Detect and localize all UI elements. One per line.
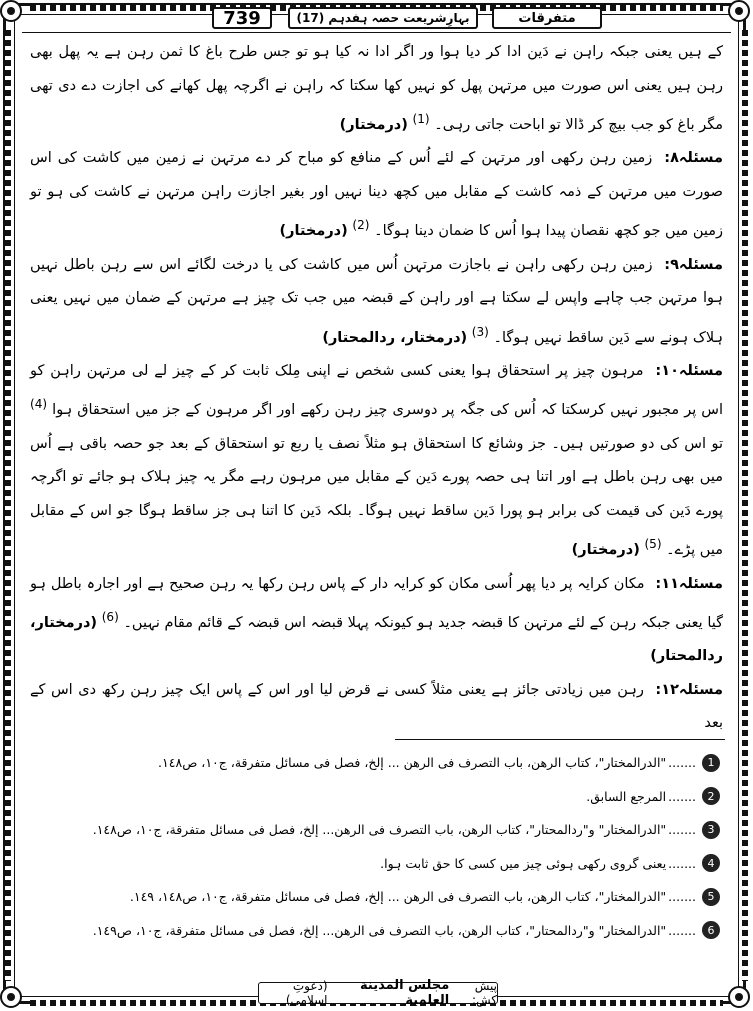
footer-prefix: پیش کش: xyxy=(471,979,497,1007)
paragraph xyxy=(30,568,723,674)
footnote-number: 6 xyxy=(702,921,720,939)
footnote-text: یعنی گروی رکھی ہوئی چیز میں کسی کا حق ثابت ہوا. xyxy=(380,855,667,871)
paragraph xyxy=(30,355,723,568)
masala-heading: مسئلہ۹: xyxy=(664,256,723,273)
chapter-title: متفرقات xyxy=(492,7,602,29)
paragraph-text: کے ہیں یعنی جبکہ راہن نے دَین ادا کر دیا ہوا ور اگر ادا نہ کیا ہو تو جس طرح باغ کا ثمن رہن ہے یہ پھل بھی رہن ہیں یعنی اس صورت میں مرتہن پھل کو نہیں کھا سکتا کہ راہن نے اگرچہ پھل کھانے کی اجازت دے دی تھی مگر باغ کو جب بیچ کر ڈالا تو اباحت جاتی رہی۔ xyxy=(30,44,723,133)
footnote-ref[interactable]: (1) xyxy=(412,112,430,126)
footnote-ref[interactable]: (4) xyxy=(30,397,48,412)
main-text xyxy=(30,32,723,741)
masala-heading: مسئلہ۸: xyxy=(664,150,723,167)
footnotes xyxy=(30,746,720,947)
footnote-text: المرجع السابق. xyxy=(586,788,667,804)
citation: (درمختار) xyxy=(279,223,348,240)
book-title: بہارِشریعت حصہ ہفدہم (17) xyxy=(288,7,478,29)
page-number: 739 xyxy=(212,7,272,29)
corner-ornament xyxy=(0,0,22,22)
corner-ornament xyxy=(728,986,750,1008)
paragraph-text: مکان کرایہ پر دیا پھر اُسی مکان کو کرایہ دار کے پاس رہن رکھا یہ رہن صحیح ہے اور اجارہ باطل ہو گیا یعنی جبکہ رہن کے لئے مرتہن کا قبضہ جدید ہو کیونکہ پہلا قبضہ اس قبضہ کے قائم مقام نہیں۔ xyxy=(30,575,724,631)
footnote-item: 6 ....... "الدرالمختار" و"ردالمحتار"، کتاب الرھن، باب التصرف فی الرھن... إلخ، فصل فی مسائل متفرقة، ج۱۰، ص۱٤۹. xyxy=(30,914,720,948)
citation: (درمختار، ردالمحتار) xyxy=(30,614,723,665)
citation: (درمختار) xyxy=(339,116,408,133)
footnote-ref[interactable]: (5) xyxy=(644,537,662,552)
page-footer xyxy=(258,978,498,1008)
footnote-item: 2 ....... المرجع السابق. xyxy=(30,780,720,814)
paragraph-text: زمین رہن رکھی اور مرتہن کے لئے اُس کے منافع کو مباح کر دے مرتہن نے زمین میں کاشت کی اس صورت میں مرتہن کے ذمہ کاشت کے مقابل میں کچھ دینا نہیں اور بغیر اجازت راہن مرتہن نے کاشت کی ہو تو زمین میں جو کچھ نقصان پیدا ہوا اُس کا ضمان دینا ہوگا۔ xyxy=(30,150,723,240)
paragraph-text: تو اس کی دو صورتیں ہیں۔ جز وشائع کا استحقاق ہو مثلاً نصف یا ربع تو استحقاق کے بعد جو حصہ باقی ہے اُس میں بھی رہن باطل ہے اور اتنا ہی حصہ پورے دَین کے مقابل میں مرہون رہے مگر یہ چیز ہلاک ہو جائے تو اگرچہ پورے دَین کی قیمت کی برابر ہو پورا دَین ساقط نہیں ہوگا۔ بلکہ دَین کا اتنا ہی جز ساقط ہوگا جو اس کے مقابل میں پڑے۔ xyxy=(30,435,723,559)
page-header xyxy=(22,6,731,32)
footnote-number: 4 xyxy=(702,854,720,872)
corner-ornament xyxy=(728,0,750,22)
paragraph xyxy=(30,249,723,355)
footnote-text: "الدرالمختار" و"ردالمحتار"، کتاب الرھن، باب التصرف فی الرھن... إلخ، فصل فی مسائل متفرقة، ج۱۰، ص۱٤۹. xyxy=(92,922,667,938)
border-ornament-right xyxy=(742,30,748,981)
paragraph xyxy=(30,36,723,142)
footnote-ref[interactable]: (3) xyxy=(471,324,489,339)
masala-heading: مسئلہ۱۰: xyxy=(655,362,723,379)
citation: (درمختار، ردالمحتار) xyxy=(322,329,468,346)
publisher-name: مجلس المدينة العلمية xyxy=(360,978,450,1008)
footnote-ref[interactable]: (2) xyxy=(352,218,370,233)
masala-heading: مسئلہ۱۲: xyxy=(655,681,723,698)
citation: (درمختار) xyxy=(571,542,640,559)
paragraph-text: زمین رہن رکھی راہن نے باجازت مرتہن اُس میں کاشت کی یا درخت لگائے اس سے رہن باطل نہیں ہوا مرتہن جب چاہے واپس لے سکتا ہے اور راہن کے قبضہ میں جب تک چیز ہے مرتہن کے ضمان میں نہیں یعنی ہلاک ہونے سے دَین ساقط نہیں ہوگا۔ xyxy=(30,256,723,346)
corner-ornament xyxy=(0,986,22,1008)
footnote-number: 3 xyxy=(702,821,720,839)
footnote-text: "الدرالمختار"، کتاب الرھن، باب التصرف فی الرھن ... إلخ، فصل فی مسائل متفرقة، ج۱۰، ص۱٤۸. xyxy=(158,755,667,771)
footnote-text: "الدرالمختار"، کتاب الرھن، باب التصرف فی الرھن ... إلخ، فصل فی مسائل متفرقة، ج۱۰، ص۱٤۸، ۱٤۹. xyxy=(129,889,667,905)
footnote-separator xyxy=(395,739,725,740)
footnote-item: 3 ....... "الدرالمختار" و"ردالمحتار"، کتاب الرھن، باب التصرف فی الرھن... إلخ، فصل فی مسائل متفرقة، ج۱۰، ص۱٤۸. xyxy=(30,813,720,847)
footnote-item: 1 ....... "الدرالمختار"، کتاب الرھن، باب التصرف فی الرھن ... إلخ، فصل فی مسائل متفرقة، ج۱۰، ص۱٤۸. xyxy=(30,746,720,780)
paragraph xyxy=(30,674,723,741)
masala-heading: مسئلہ۱۱: xyxy=(655,575,723,592)
footnote-number: 5 xyxy=(702,888,720,906)
paragraph-text: رہن میں زیادتی جائز ہے یعنی مثلاً کسی نے قرض لیا اور اس کے پاس ایک چیز رہن رکھ دی اس کے بعد xyxy=(30,681,723,732)
paragraph xyxy=(30,142,723,248)
footnote-number: 1 xyxy=(702,754,720,772)
footer-suffix: (دعوتِ اسلامی) xyxy=(285,979,328,1007)
footnote-item: 4 ....... یعنی گروی رکھی ہوئی چیز میں کسی کا حق ثابت ہوا. xyxy=(30,847,720,881)
footnote-ref[interactable]: (6) xyxy=(101,610,119,625)
paragraph-text: مرہون چیز پر استحقاق ہوا یعنی کسی شخص نے اپنی مِلک ثابت کر کے چیز لے لی مرتہن راہن کو اس پر مجبور نہیں کرسکتا کہ اُس کی جگہ پر دوسری چیز رہن رکھے اور اگر مرہون کے جز میں استحقاق ہوا xyxy=(30,362,724,419)
footnote-item: 5 ....... "الدرالمختار"، کتاب الرھن، باب التصرف فی الرھن ... إلخ، فصل فی مسائل متفرقة، ج۱۰، ص۱٤۸، ۱٤۹. xyxy=(30,880,720,914)
footnote-number: 2 xyxy=(702,787,720,805)
footnote-text: "الدرالمختار" و"ردالمحتار"، کتاب الرھن، باب التصرف فی الرھن... إلخ، فصل فی مسائل متفرقة، ج۱۰، ص۱٤۸. xyxy=(92,822,667,838)
border-ornament-left xyxy=(5,30,11,981)
